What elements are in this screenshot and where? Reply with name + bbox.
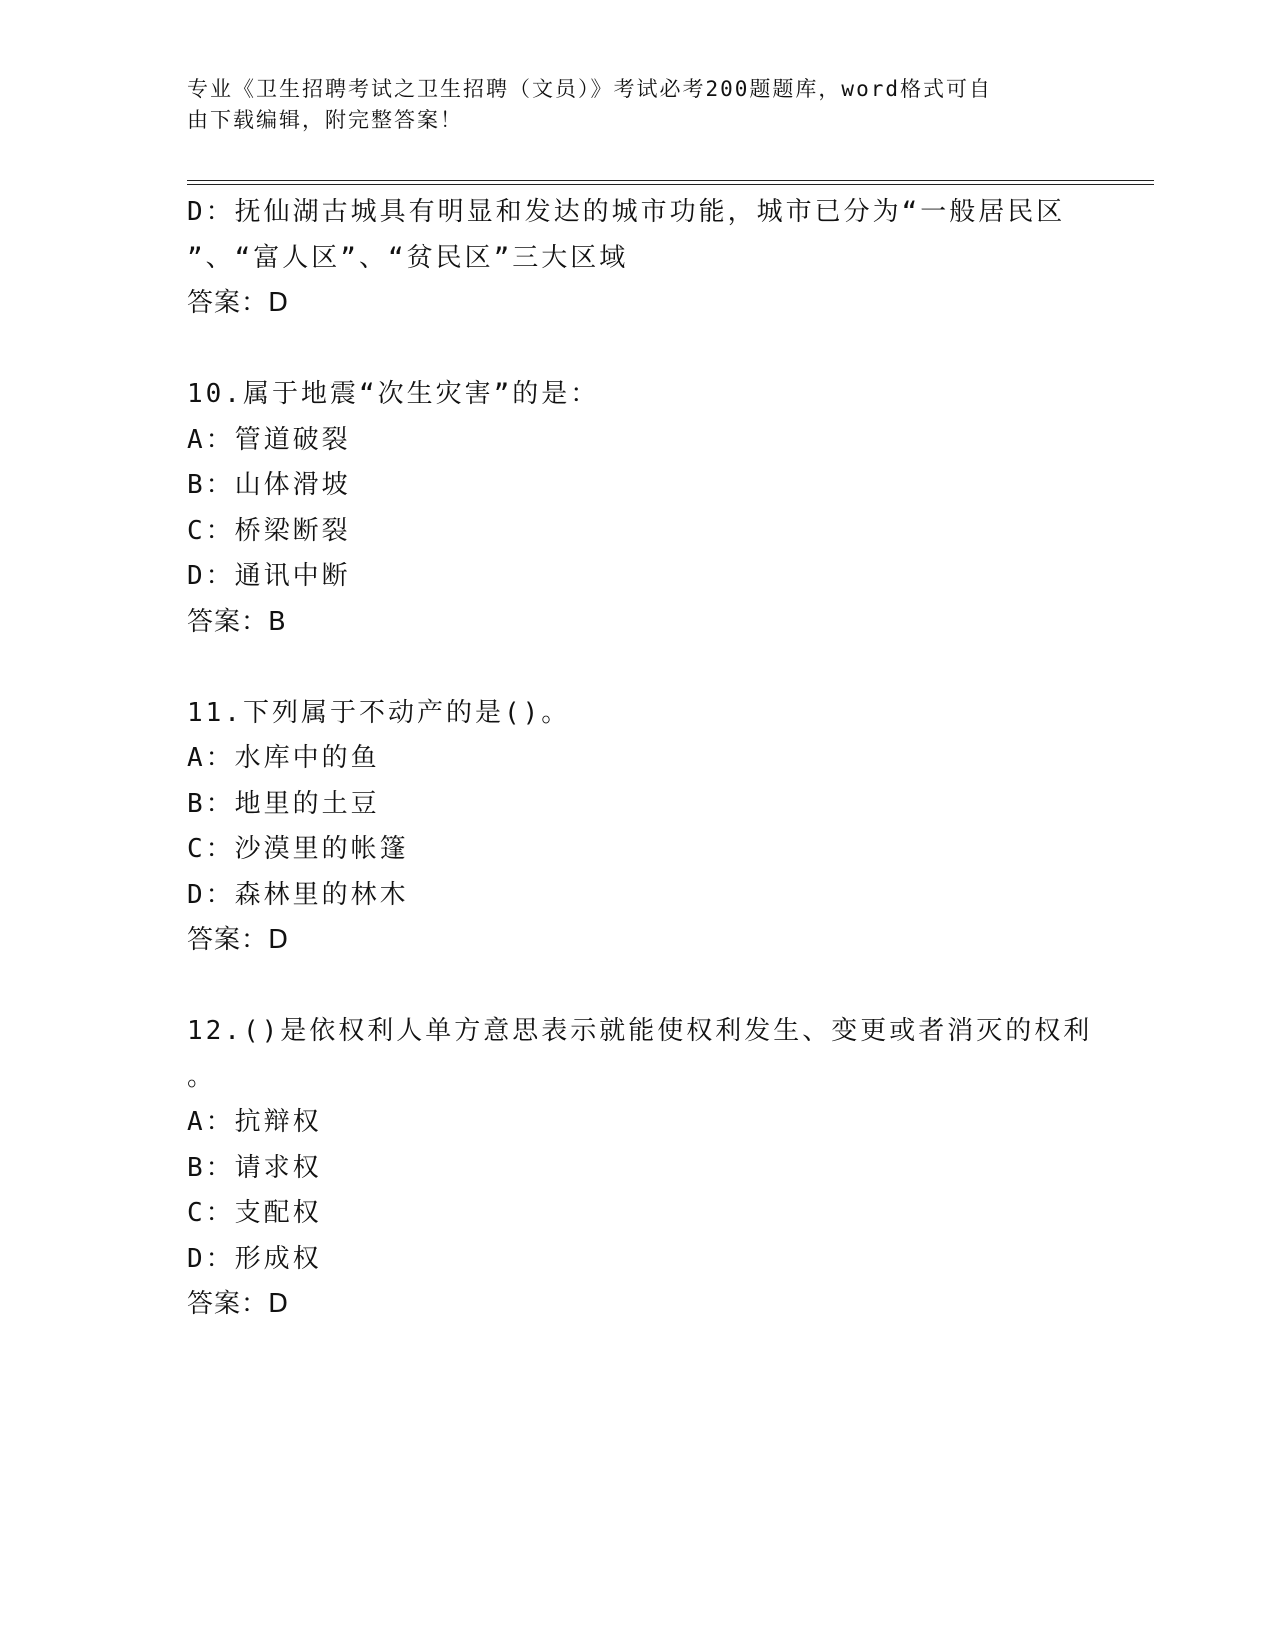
option-a: A：抗辩权 bbox=[187, 1107, 322, 1137]
option-c: C：桥梁断裂 bbox=[187, 515, 351, 546]
option-a: A：水库中的鱼 bbox=[187, 743, 380, 773]
header-line-2: 由下载编辑，附完整答案！ bbox=[187, 108, 463, 132]
question-10 bbox=[187, 372, 1087, 645]
question-stem-continued: 。 bbox=[187, 1061, 217, 1092]
document-header bbox=[187, 74, 1067, 136]
option-a: A：管道破裂 bbox=[187, 424, 351, 455]
option-d: D：抚仙湖古城具有明显和发达的城市功能，城市已分为“一般居民区 bbox=[187, 197, 1066, 227]
question-11 bbox=[187, 691, 1087, 964]
header-divider-bottom bbox=[187, 184, 1154, 185]
option-b: B：山体滑坡 bbox=[187, 470, 351, 500]
answer: 答案：D bbox=[187, 1289, 290, 1319]
option-d-continued: ”、“富人区”、“贫民区”三大区域 bbox=[187, 242, 629, 273]
header-line-1: 专业《卫生招聘考试之卫生招聘（文员）》考试必考200题题库，word格式可自 bbox=[187, 77, 992, 101]
question-stem: 12.()是依权利人单方意思表示就能使权利发生、变更或者消灭的权利 bbox=[187, 1016, 1093, 1046]
question-9-continued bbox=[187, 190, 1087, 327]
option-c: C：沙漠里的帐篷 bbox=[187, 834, 409, 864]
question-list bbox=[187, 190, 1093, 1328]
option-d: D：森林里的林木 bbox=[187, 879, 409, 910]
option-d: D：通讯中断 bbox=[187, 561, 351, 591]
answer: 答案：D bbox=[187, 925, 290, 955]
option-d: D：形成权 bbox=[187, 1243, 322, 1274]
question-stem: 11.下列属于不动产的是()。 bbox=[187, 697, 571, 728]
option-b: B：请求权 bbox=[187, 1152, 322, 1183]
answer: 答案：B bbox=[187, 606, 287, 637]
option-c: C：支配权 bbox=[187, 1198, 322, 1228]
question-stem: 10.属于地震“次生灾害”的是： bbox=[187, 379, 600, 409]
question-12 bbox=[187, 1009, 1093, 1328]
option-b: B：地里的土豆 bbox=[187, 788, 380, 819]
header-divider-top bbox=[187, 180, 1154, 181]
answer: 答案：D bbox=[187, 288, 290, 318]
